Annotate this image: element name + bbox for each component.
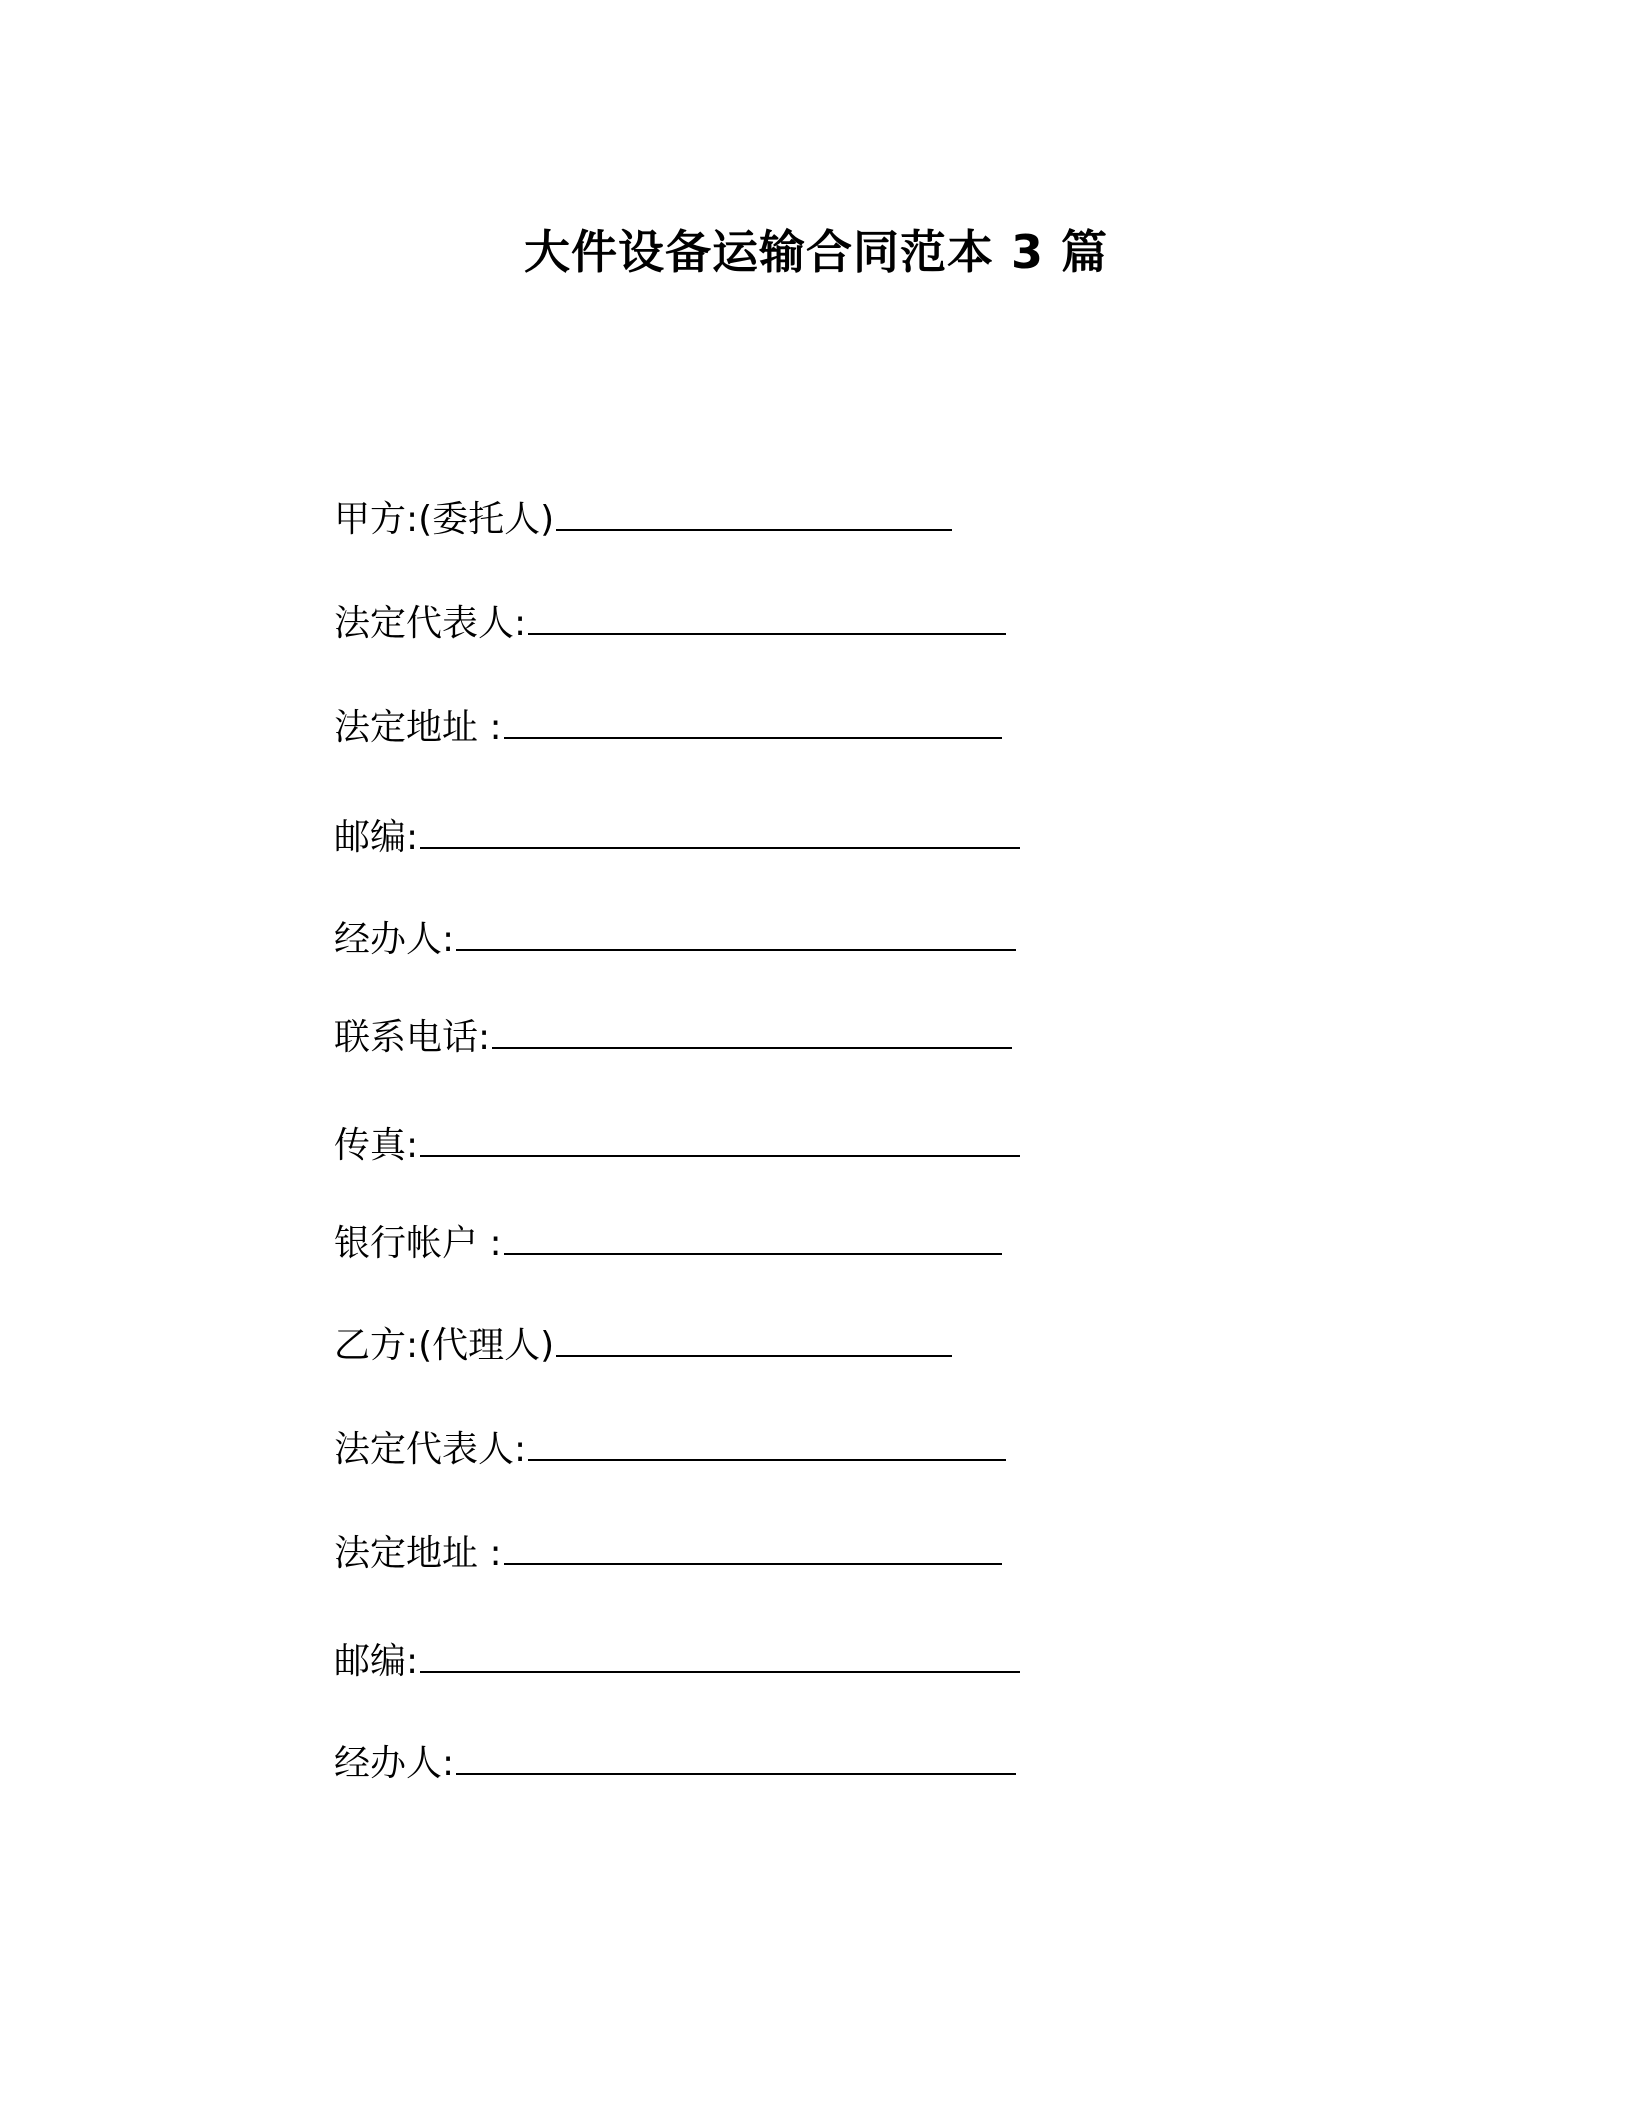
fill-in-blank-line	[456, 1771, 1016, 1775]
party-b-legal-rep-field	[334, 1424, 1006, 1476]
party-a-phone-field	[334, 1012, 1012, 1064]
party-b-legal-address-field	[334, 1528, 1002, 1580]
fill-in-blank-line	[420, 1669, 1020, 1673]
field-label: 经办人:	[334, 919, 455, 960]
party-a-fax-field	[334, 1120, 1020, 1172]
party-b-postcode-field	[334, 1636, 1020, 1688]
party-b-agent-field	[334, 1320, 952, 1372]
field-label: 联系电话:	[334, 1017, 491, 1058]
field-label: 法定地址 :	[334, 707, 502, 748]
fill-in-blank-line	[492, 1045, 1012, 1049]
fill-in-blank-line	[504, 1561, 1002, 1565]
fill-in-blank-line	[504, 735, 1002, 739]
party-a-legal-rep-field	[334, 598, 1006, 650]
party-a-client-field	[334, 494, 952, 546]
fill-in-blank-line	[420, 845, 1020, 849]
party-a-bank-account-field	[334, 1218, 1002, 1270]
fill-in-blank-line	[556, 1353, 952, 1357]
field-label: 法定代表人:	[334, 1429, 527, 1470]
party-a-handler-field	[334, 914, 1016, 966]
field-label: 乙方:(代理人)	[334, 1325, 555, 1366]
field-label: 法定代表人:	[334, 603, 527, 644]
fill-in-blank-line	[556, 527, 952, 531]
fill-in-blank-line	[528, 1457, 1006, 1461]
field-label: 邮编:	[334, 817, 419, 858]
field-label: 甲方:(委托人)	[334, 499, 555, 540]
field-label: 经办人:	[334, 1743, 455, 1784]
party-a-legal-address-field	[334, 702, 1002, 754]
fill-in-blank-line	[528, 631, 1006, 635]
field-label: 银行帐户 :	[334, 1223, 502, 1264]
document-title: 大件设备运输合同范本 3 篇	[523, 225, 1109, 279]
field-label: 邮编:	[334, 1641, 419, 1682]
fill-in-blank-line	[420, 1153, 1020, 1157]
field-label: 传真:	[334, 1125, 419, 1166]
party-b-handler-field	[334, 1738, 1016, 1790]
field-label: 法定地址 :	[334, 1533, 502, 1574]
fill-in-blank-line	[456, 947, 1016, 951]
fill-in-blank-line	[504, 1251, 1002, 1255]
party-a-postcode-field	[334, 812, 1020, 864]
